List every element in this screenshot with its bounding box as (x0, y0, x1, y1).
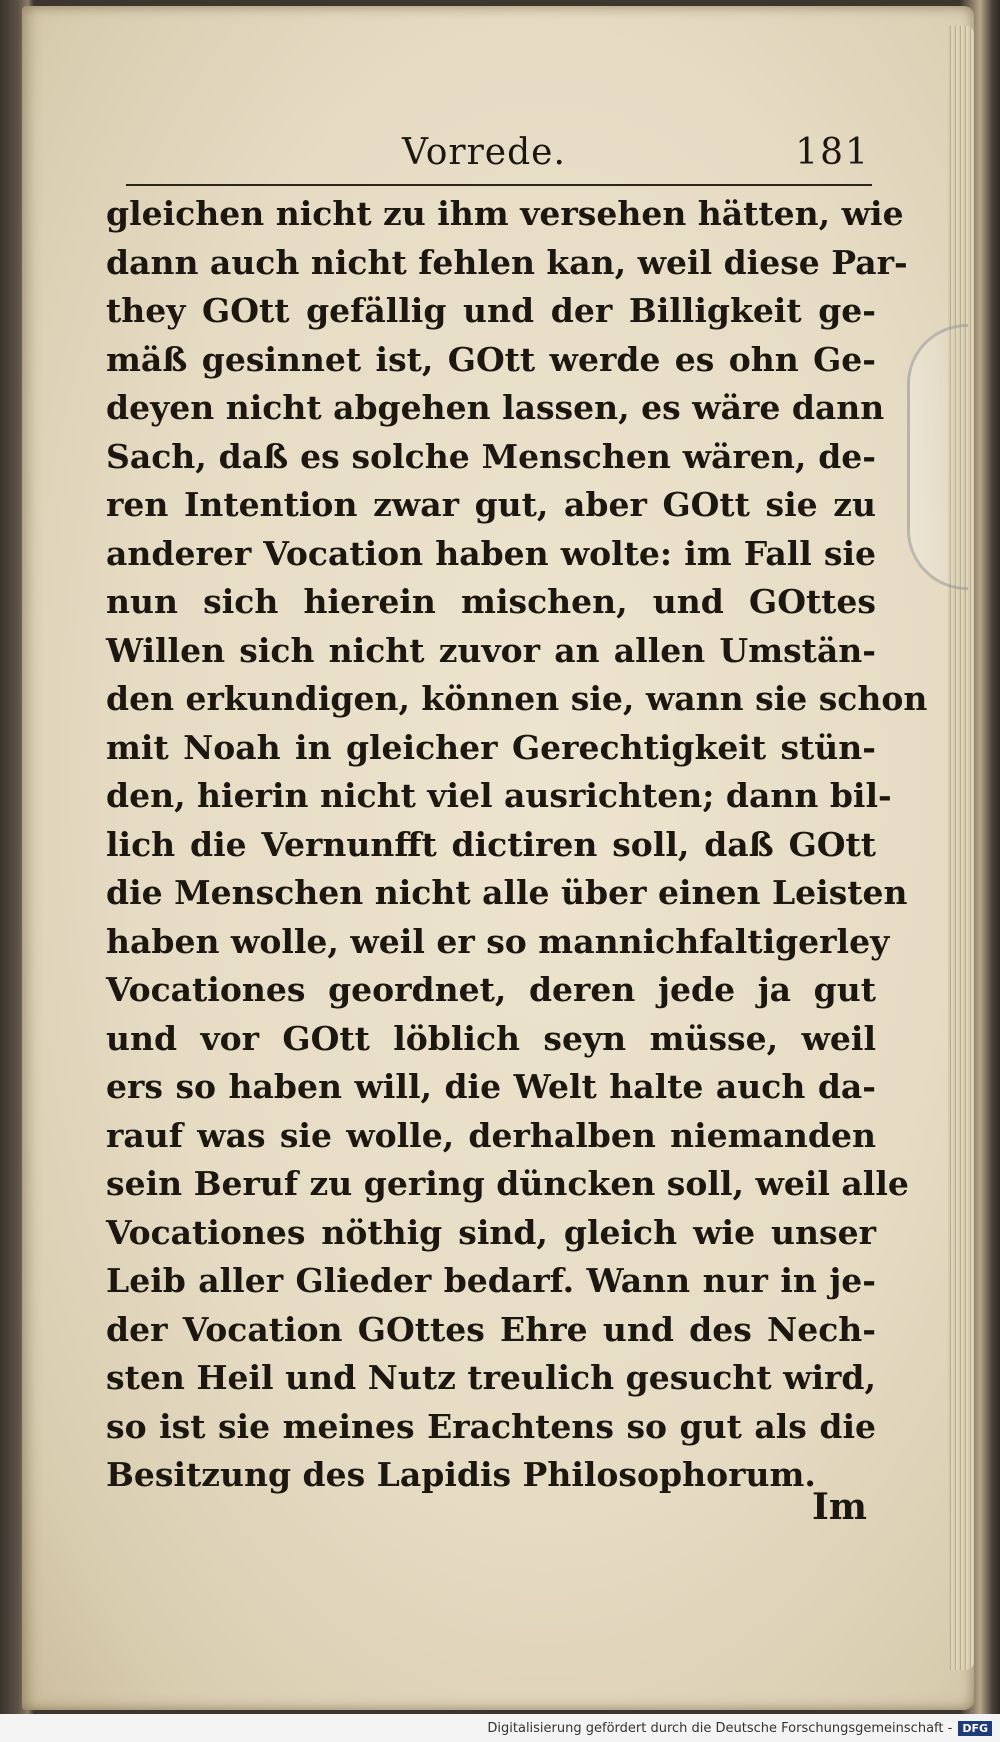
page-header (122, 126, 870, 182)
text-line: Sach, daß es solche Menschen wären, de- (106, 436, 876, 476)
text-line: und vor GOtt löblich seyn müsse, weil (106, 1018, 876, 1058)
footer-credit: Digitalisierung gefördert durch die Deutsche Forschungsgemeinschaft - (487, 1720, 953, 1736)
text-line: they GOtt gefällig und der Billigkeit ge- (106, 291, 876, 330)
text-line: gleichen nicht zu ihm versehen hätten, wie (106, 194, 904, 233)
text-line: Willen sich nicht zuvor an allen Umstän- (106, 630, 876, 670)
text-line: dann auch nicht fehlen kan, weil diese Par- (106, 242, 908, 282)
text-line: mit Noah in gleicher Gerechtigkeit stün- (106, 727, 876, 767)
text-line: nun sich hierein mischen, und GOttes (106, 582, 876, 621)
text-line: rauf was sie wolle, derhalben niemanden (106, 1115, 876, 1155)
page-clip (907, 324, 968, 590)
text-line: Vocationes nöthig sind, gleich wie unser (106, 1212, 876, 1252)
text-line: lich die Vernunfft dictiren soll, daß GOtt (106, 824, 876, 864)
header-rule (126, 184, 872, 186)
text-line: der Vocation GOttes Ehre und des Nech- (106, 1309, 876, 1349)
text-line: ers so haben will, die Welt halte auch da- (106, 1067, 876, 1106)
text-line: anderer Vocation haben wolte: im Fall sie (106, 533, 876, 573)
text-line: mäß gesinnet ist, GOtt werde es ohn Ge- (106, 339, 876, 379)
text-line: so ist sie meines Erachtens so gut als die (106, 1406, 876, 1446)
text-line: den erkundigen, können sie, wann sie schon (106, 679, 928, 718)
text-line: sten Heil und Nutz treulich gesucht wird, (106, 1358, 876, 1397)
page-edges (948, 26, 974, 1670)
dfg-logo: DFG (958, 1721, 992, 1736)
text-line: ren Intention zwar gut, aber GOtt sie zu (106, 485, 876, 524)
page-number: 181 (795, 132, 870, 173)
text-line: die Menschen nicht alle über einen Leisten (106, 873, 908, 912)
text-line: deyen nicht abgehen lassen, es wäre dann (106, 388, 885, 427)
body-text (106, 190, 928, 1500)
text-line: Leib aller Glieder bedarf. Wann nur in je- (106, 1261, 876, 1300)
catchword: Im (812, 1486, 867, 1528)
text-line: sein Beruf zu gering düncken soll, weil alle (106, 1164, 909, 1203)
running-title: Vorrede. (402, 132, 566, 173)
text-line: den, hierin nicht viel ausrichten; dann bil- (106, 776, 892, 815)
text-line: Besitzung des Lapidis Philosophorum. (106, 1455, 816, 1494)
digitization-footer (0, 1714, 1000, 1742)
text-line: haben wolle, weil er so mannichfaltigerley (106, 921, 890, 961)
text-line: Vocationes geordnet, deren jede ja gut (106, 970, 876, 1009)
book-page (22, 6, 974, 1710)
